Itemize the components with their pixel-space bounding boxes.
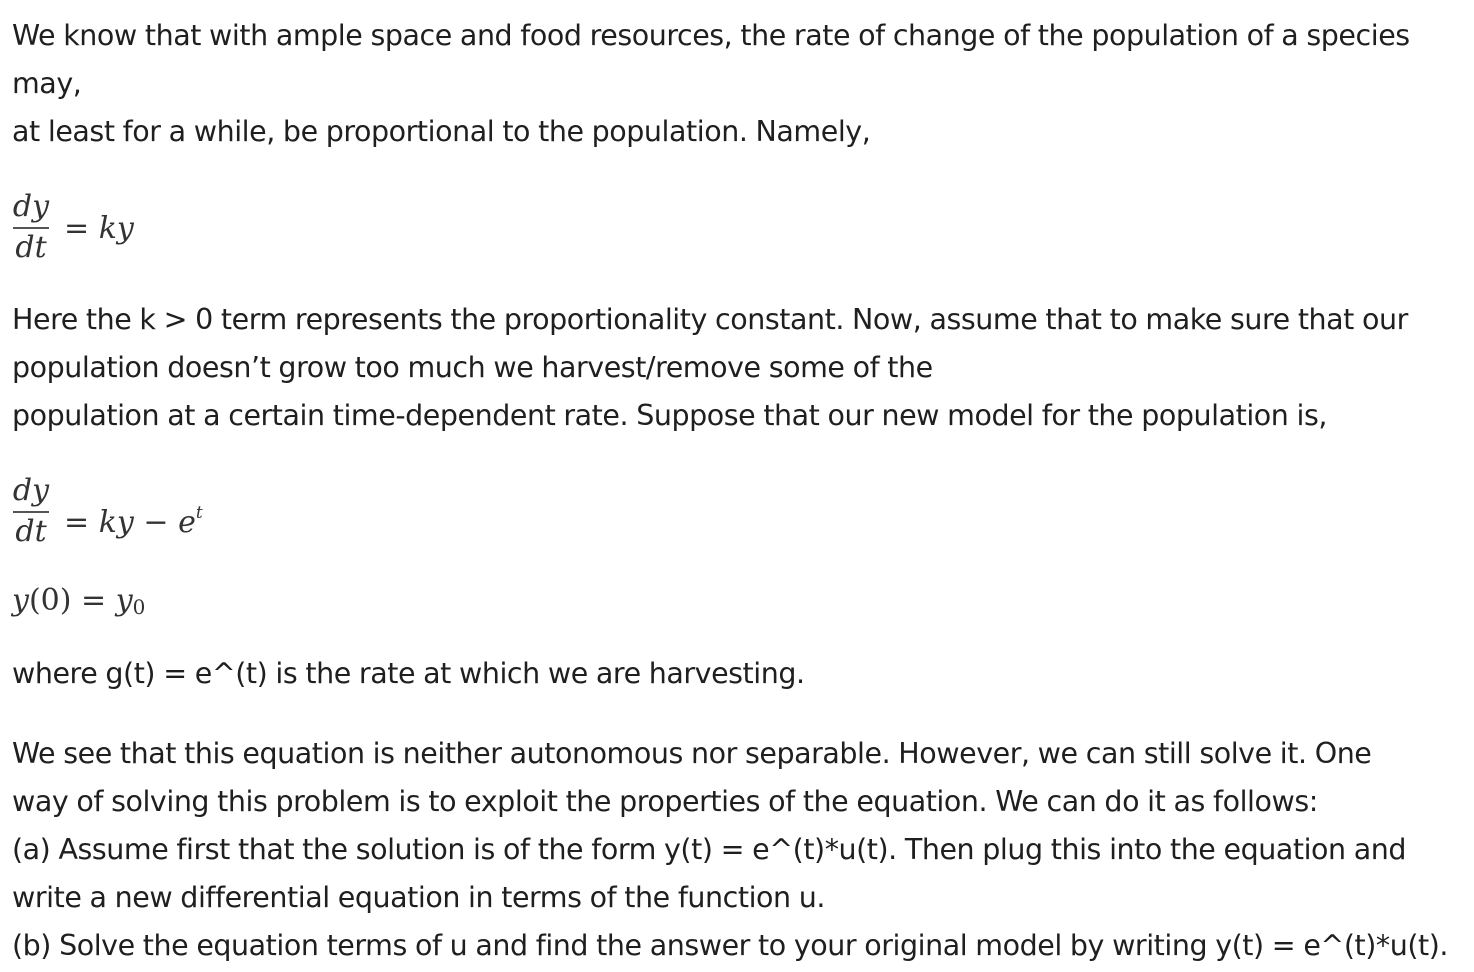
fraction-bar	[13, 227, 49, 229]
equation-2-exponent: t	[195, 503, 203, 523]
equation-2-rhs	[64, 496, 203, 540]
equation-1-numerator: dy	[12, 189, 50, 224]
initial-condition	[12, 584, 145, 624]
initial-condition-arg: 0	[40, 583, 60, 618]
equation-1-rhs	[64, 212, 134, 246]
paragraph-4-line-4: write a new differential equation in terms of the function u.	[12, 881, 825, 914]
equation-1-equals: =	[64, 211, 90, 246]
paragraph-4-line-2: way of solving this problem is to exploit the properties of the equation. We can do it as follows:	[12, 785, 1318, 818]
equation-1-fraction	[12, 190, 50, 265]
paragraph-1-line-1: We know that with ample space and food resources, the rate of change of the population of a species	[12, 19, 1410, 52]
paragraph-2-line-1: Here the k > 0 term represents the proportionality constant. Now, assume that to make sure that our	[12, 303, 1408, 336]
initial-condition-open-paren: (	[28, 583, 41, 618]
paragraph-4-line-1: We see that this equation is neither autonomous nor separable. However, we can still solve it. One	[12, 737, 1372, 770]
initial-condition-function: y	[12, 583, 29, 618]
initial-condition-close-paren: )	[59, 583, 72, 618]
paragraph-2-line-2: population doesn’t grow too much we harvest/remove some of the	[12, 351, 933, 384]
equation-2-denominator: dt	[15, 514, 47, 549]
initial-condition-rhs-sub: 0	[132, 595, 146, 619]
paragraph-3-line-1: where g(t) = e^(t) is the rate at which we are harvesting.	[12, 657, 805, 690]
equation-2-fraction	[12, 474, 50, 549]
paragraph-4-line-5: (b) Solve the equation terms of u and find the answer to your original model by writing y(t) = e^(t)*u(t).	[12, 929, 1449, 962]
equation-2-ky: ky	[98, 505, 134, 540]
equation-2-base: e	[178, 505, 196, 540]
paragraph-4-line-3: (a) Assume first that the solution is of the form y(t) = e^(t)*u(t). Then plug this into the equation and	[12, 833, 1407, 866]
equation-1-denominator: dt	[15, 230, 47, 265]
fraction-bar	[13, 511, 49, 513]
equation-2-numerator: dy	[12, 473, 50, 508]
equation-2-equals: =	[64, 505, 90, 540]
equation-1-ky: ky	[98, 211, 134, 246]
paragraph-2-line-3: population at a certain time-dependent rate. Suppose that our new model for the population is,	[12, 399, 1327, 432]
paragraph-1-line-3: at least for a while, be proportional to the population. Namely,	[12, 115, 871, 148]
initial-condition-rhs-var: y	[115, 583, 133, 618]
equation-2-minus: −	[143, 505, 169, 540]
initial-condition-equals: =	[81, 583, 107, 618]
paragraph-1-line-2: may,	[12, 67, 82, 100]
